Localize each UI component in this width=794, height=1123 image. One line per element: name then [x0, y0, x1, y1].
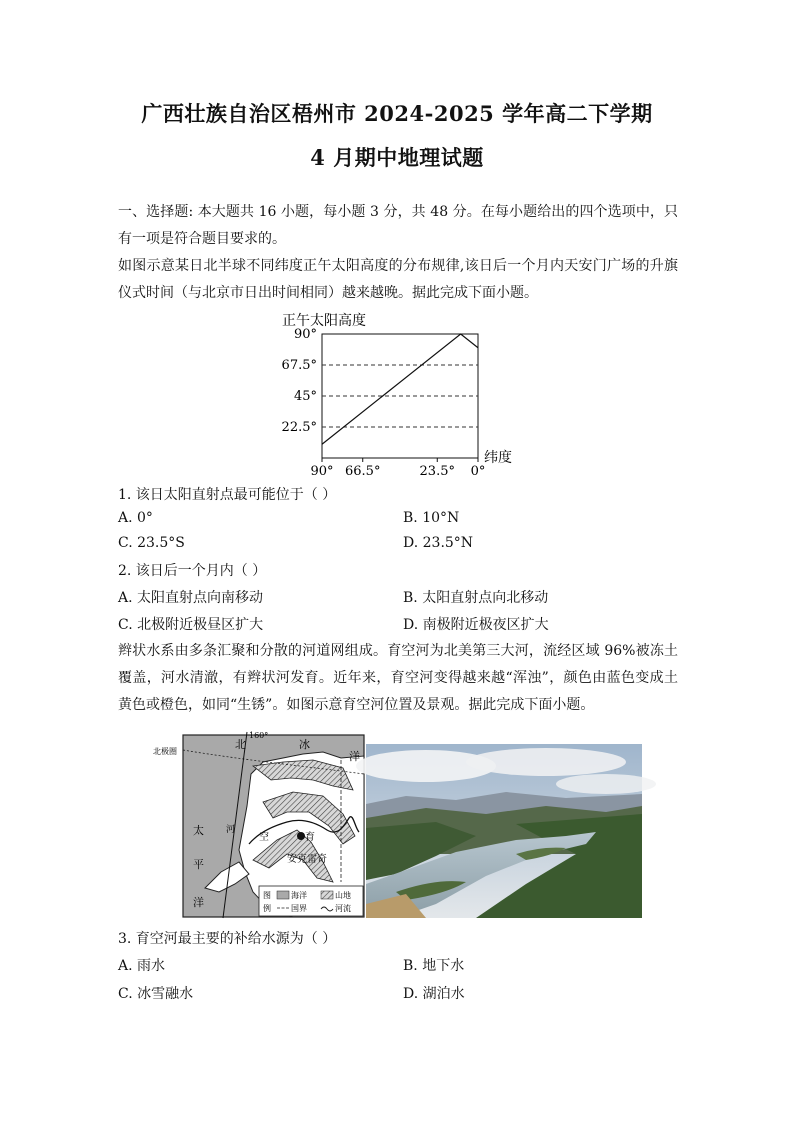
q1-option-a[interactable]: A. 0° — [118, 510, 153, 526]
chart-x-tick-label: 23.5° — [419, 464, 455, 479]
river-label-1: 育 — [305, 832, 315, 843]
ocean-w-2: 平 — [193, 858, 204, 871]
chart-xlabel: 纬度 — [484, 450, 512, 466]
exam-title-line2: 4 月期中地理试题 — [310, 145, 484, 170]
legend-river-label: 河流 — [335, 904, 351, 913]
chart-x-tick-label: 90° — [310, 464, 334, 479]
q2-option-b[interactable]: B. 太阳直射点向北移动 — [403, 590, 549, 606]
q2-stem: 2. 该日后一个月内（ ） — [118, 563, 267, 579]
q3-option-d[interactable]: D. 湖泊水 — [403, 986, 465, 1002]
legend-title-1: 图 — [263, 891, 271, 900]
river-label-2: 空 — [259, 832, 269, 843]
legend-mountain-swatch — [321, 891, 333, 899]
chart-y-tick-label: 67.5° — [281, 358, 317, 373]
q1-option-c[interactable]: C. 23.5°S — [118, 535, 185, 551]
ocean-w-3: 洋 — [193, 896, 204, 909]
ocean-n-1: 北 — [235, 738, 246, 751]
chart-plot — [282, 327, 512, 479]
q2-option-d[interactable]: D. 南极附近极夜区扩大 — [403, 617, 549, 633]
material-2: 辫状水系由多条汇聚和分散的河道网组成。育空河为北美第三大河，流经区域 96%被冻土覆盖，河水清澈，有辫状河发育。近年来，育空河变得越来越“浑浊”，颜色由蓝色变成土黄色或橙色，如同“生锈”。如图示意育空河位置及景观。据此完成下面小题。 — [118, 643, 678, 713]
chart-series-line — [322, 334, 478, 444]
solar-altitude-chart — [0, 306, 794, 479]
q2-option-c[interactable]: C. 北极附近极昼区扩大 — [118, 617, 264, 633]
q1-stem: 1. 该日太阳直射点最可能位于（ ） — [118, 487, 337, 503]
q1-option-d[interactable]: D. 23.5°N — [403, 535, 474, 551]
q2-option-a[interactable]: A. 太阳直射点向南移动 — [118, 590, 264, 606]
arctic-circle-label: 北极圈 — [153, 747, 177, 756]
yukon-landscape-photo — [366, 744, 642, 918]
q3-option-c[interactable]: C. 冰雪融水 — [118, 986, 194, 1002]
river-label-3: 河 — [226, 825, 236, 835]
legend-border-label: 国界 — [291, 904, 307, 913]
exam-title-line1: 广西壮族自治区梧州市 2024-2025 学年高二下学期 — [141, 101, 653, 126]
chart-x-tick-label: 0° — [470, 464, 486, 479]
chart-y-tick-label: 90° — [293, 327, 317, 342]
legend-ocean-label: 海洋 — [291, 891, 307, 900]
lon-label: 160° — [249, 731, 269, 740]
material-1: 如图示意某日北半球不同纬度正午太阳高度的分布规律,该日后一个月内天安门广场的升旗仪式时间（与北京市日出时间相同）越来越晚。据此完成下面小题。 — [118, 258, 678, 301]
legend-title-2: 例 — [263, 904, 271, 913]
q1-option-b[interactable]: B. 10°N — [403, 510, 460, 526]
q3-option-a[interactable]: A. 雨水 — [118, 958, 166, 974]
q3-option-b[interactable]: B. 地下水 — [403, 958, 465, 974]
yukon-location-map — [153, 731, 367, 918]
chart-x-tick-label: 66.5° — [345, 464, 381, 479]
section-intro: 一、选择题: 本大题共 16 小题，每小题 3 分，共 48 分。在每小题给出的四个选项中，只有一项是符合题目要求的。 — [118, 204, 678, 247]
legend-ocean-swatch — [277, 891, 289, 899]
city-label: 安克雷奇 — [287, 854, 327, 865]
ocean-n-2: 冰 — [299, 738, 310, 751]
legend-mountain-label: 山地 — [335, 891, 351, 900]
q3-stem: 3. 育空河最主要的补给水源为（ ） — [118, 931, 337, 947]
anchorage-marker — [297, 832, 305, 840]
chart-y-tick-label: 22.5° — [281, 420, 317, 435]
chart-ylabel: 正午太阳高度 — [282, 313, 366, 329]
ocean-w-1: 太 — [193, 824, 204, 837]
chart-y-tick-label: 45° — [293, 389, 317, 404]
ocean-n-3: 洋 — [349, 750, 360, 763]
